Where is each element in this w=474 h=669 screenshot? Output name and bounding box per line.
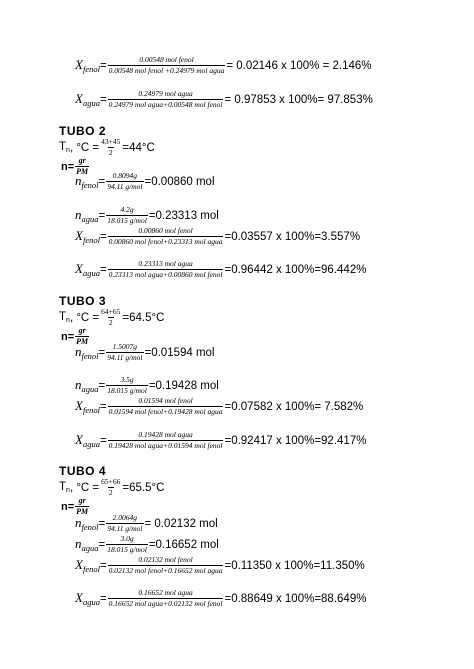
tubo-4-x-agua: $X_{agua}$ = $\frac{\text{0.16652 mol agua}}{\text{0.16652 mol agua+0.02132 mol fenol}}$ =0.88649 x 100%=88.649%: [75, 588, 367, 608]
tubo-3-x-agua: $X_{agua}$ = $\frac{\text{0.19428 mol agua}}{\text{0.19428 mol agua+0.01594 mol fenol}}$ =0.92417 x 100%=92.417%: [75, 430, 367, 450]
tubo-3-n-fenol: $n_{fenol}$ = $\frac{1.5007g}{\text{94.11 g/mol}}$ =0.01594 mol: [75, 342, 215, 362]
x-agua-fraction: $\frac{\text{0.24979 mol agua}}{\text{0.24979 mol agua+0.00548 mol fenol}}$: [108, 89, 223, 109]
tubo-2-n-formula: n= $\frac{gr}{PM}$: [61, 156, 89, 176]
x-agua-result: = 0.97853 x 100%= 97.853%: [224, 93, 373, 106]
x-fenol-var: $X_{fenol}$: [75, 57, 100, 74]
tubo-4-x-fenol: $X_{fenol}$ = $\frac{\text{0.02132 mol fenol}}{\text{0.02132 mol fenol+0.16652 mol agua}}$ =0.11350 x 100%=11.350%: [75, 555, 365, 575]
tubo-2-temperature: $T_n$ , °C = $\frac{43+45}{2}$ =44°C: [59, 137, 155, 157]
tubo-2-n-fenol: $n_{fenol}$ = $\frac{0.8094g}{\text{94.11 g/mol}}$ =0.00860 mol: [75, 171, 215, 191]
tubo-4-n-formula: n= $\frac{gr}{PM}$: [61, 496, 89, 516]
tubo-3-temperature: $T_n$ , °C = $\frac{64+65}{2}$ =64.5°C: [59, 307, 165, 327]
tubo-4-temperature: $T_n$ , °C = $\frac{65+66}{2}$ =65.5°C: [59, 477, 165, 497]
tubo-3-x-fenol: $X_{fenol}$ = $\frac{\text{0.01594 mol fenol}}{\text{0.01594 mol fenol+0.19428 mol agua}}$ =0.07582 x 100%= 7.582%: [75, 396, 364, 416]
tubo-4-n-agua: $n_{agua}$ = $\frac{3.0g}{\text{18.015 g/mol}}$ =0.16652 mol: [75, 534, 219, 554]
tubo-3-n-formula: n= $\frac{gr}{PM}$: [61, 326, 89, 346]
tubo-2-heading: TUBO 2: [59, 124, 107, 138]
x-fenol-fraction: $\frac{\text{0.00548 mol fenol}}{\text{0.00548 mol fenol +0.24979 mol agua}}$: [108, 55, 225, 75]
x-fenol-equation: $X_{fenol}$ = $\frac{\text{0.00548 mol fenol}}{\text{0.00548 mol fenol +0.24979 mol agua}}$ = 0.02146 x 100% = 2.146%: [75, 55, 372, 75]
tubo-2-x-fenol: $X_{fenol}$ = $\frac{\text{0.00860 mol fenol}}{\text{0.00860 mol fenol+0.23313 mol agua}}$ =0.03557 x 100%=3.557%: [75, 226, 361, 246]
x-agua-equation: $X_{agua}$ = $\frac{\text{0.24979 mol agua}}{\text{0.24979 mol agua+0.00548 mol fenol}}$ = 0.97853 x 100%= 97.853%: [75, 89, 373, 109]
tubo-3-heading: TUBO 3: [59, 294, 107, 308]
tubo-2-x-agua: $X_{agua}$ = $\frac{\text{0.23313 mol agua}}{\text{0.23313 mol agua+0.00860 mol fenol}}$ =0.96442 x 100%=96.442%: [75, 259, 367, 279]
tubo-4-heading: TUBO 4: [59, 464, 107, 478]
tubo-3-n-agua: $n_{agua}$ = $\frac{3.5g}{\text{18.015 g/mol}}$ =0.19428 mol: [75, 375, 219, 395]
x-fenol-result: = 0.02146 x 100% = 2.146%: [226, 59, 372, 72]
tubo-2-n-agua: $n_{agua}$ = $\frac{4.2g}{\text{18.015 g/mol}}$ =0.23313 mol: [75, 205, 219, 225]
tubo-4-n-fenol: $n_{fenol}$ = $\frac{2.0064g}{\text{94.11 g/mol}}$ = 0.02132 mol: [75, 513, 218, 533]
